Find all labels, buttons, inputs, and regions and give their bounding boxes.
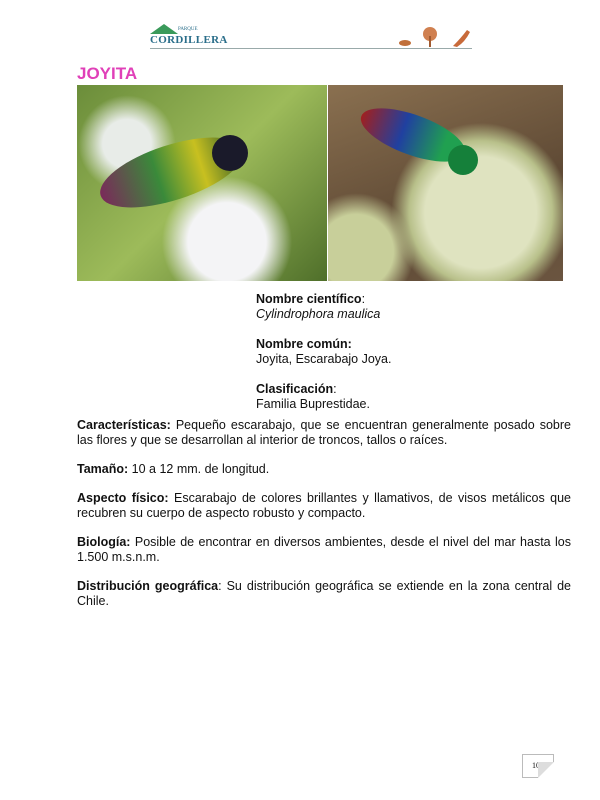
logo-title: CORDILLERA bbox=[150, 34, 228, 46]
description-body bbox=[77, 418, 571, 623]
beetle-photo-side bbox=[77, 85, 327, 281]
header-rule bbox=[150, 48, 472, 49]
scientific-name-value: Cylindrophora maulica bbox=[256, 307, 381, 321]
wildlife-decoration-icon bbox=[395, 24, 475, 48]
section-aspecto: Aspecto físico: Escarabajo de colores brillantes y llamativos, de visos metálicos que recubren su cuerpo de aspecto robusto y compacto. bbox=[77, 491, 571, 520]
section-caracteristicas: Características: Pequeño escarabajo, que se encuentran generalmente posado sobre las flores y que se desarrollan al interior de troncos, tallos o raíces. bbox=[77, 418, 571, 447]
page-number: 109 bbox=[522, 754, 554, 778]
scientific-name-label: Nombre científico bbox=[256, 292, 362, 306]
mountain-icon bbox=[150, 24, 178, 34]
logo-subtitle: PARQUE bbox=[178, 27, 198, 32]
common-name-label: Nombre común: bbox=[256, 337, 352, 351]
section-biologia: Biología: Posible de encontrar en diversos ambientes, desde el nivel del mar hasta los 1.500 m.s.n.m. bbox=[77, 535, 571, 564]
species-info: Nombre científico: Cylindrophora maulica Nombre común: Joyita, Escarabajo Joya. Clasificación: Familia Buprestidae. bbox=[256, 292, 392, 411]
classification-value: Familia Buprestidae. bbox=[256, 397, 370, 411]
section-distribucion: Distribución geográfica: Su distribución geográfica se extiende en la zona central de Chile. bbox=[77, 579, 571, 608]
parque-cordillera-logo bbox=[148, 22, 228, 48]
common-name-value: Joyita, Escarabajo Joya. bbox=[256, 352, 392, 366]
classification-label: Clasificación bbox=[256, 382, 334, 396]
section-tamano: Tamaño: 10 a 12 mm. de longitud. bbox=[77, 462, 270, 476]
beetle-photo-top bbox=[328, 85, 563, 281]
page-title: JOYITA bbox=[77, 64, 138, 83]
